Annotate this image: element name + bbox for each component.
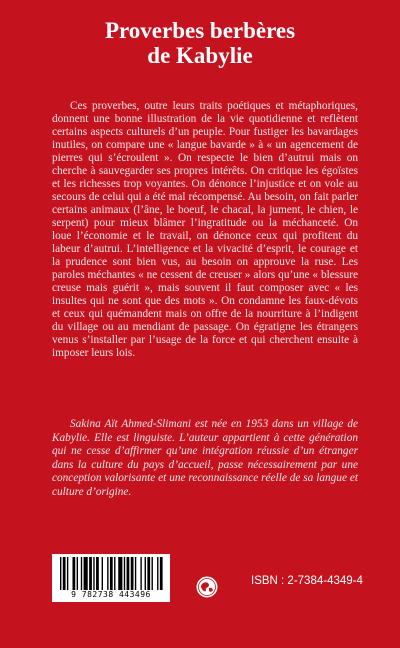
barcode [52,554,170,602]
author-bio-paragraph: Sakina Aït Ahmed-Slimani est née en 1953 dans un village de Kabylie. Elle est linguiste. L’auteur appartient à cette génération qui ne cesse d’affirmer qu’une intégration réussie d’un étranger dans la culture du pays d’accueil, passe nécessairement par une conception valorisante et une reconnaissance réelle de sa langue et culture d’origine. [52,418,358,498]
book-title [0,18,400,68]
barcode-number: 9 782738 443496 [71,590,151,599]
globe-logo-icon [196,576,218,598]
book-title-line2: de Kabylie [147,43,253,68]
barcode-bars [60,557,164,590]
isbn-label: ISBN : 2-7384-4349-4 [251,575,363,587]
book-title-line1: Proverbes berbères [104,18,296,43]
description-block [52,100,358,360]
author-bio-block [52,418,358,499]
description-paragraph: Ces proverbes, outre leurs traits poétiques et métaphoriques, donnent une bonne illustration de la vie quotidienne et reflètent certains aspects culturels d’un peuple. Pour fustiger les bavardages inutiles, on compare une « langue bavarde » à « un agencement de pierres qui s’écroulent ». On respecte le bien d’autrui mais on cherche à sauvegarder ses propres intérêts. On critique les égoïstes et les richesses trop voyantes. On dénonce l’injustice et on vole au secours de celui qui a été mal récompensé. Au besoin, on fait parler certains animaux (l’âne, le boeuf, le chacal, la jument, le chien, le serpent) pour mieux blâmer l’ingratitude ou la méchanceté. On loue l’économie et le travail, on dénonce ceux qui profitent du labeur d’autrui. L’intelligence et la vivacité d’esprit, le courage et la prudence sont bien vus, au besoin on approuve la ruse. Les paroles méchantes « ne cessent de creuser » alors qu’une « blessure creuse mais guérit », mais souvent il faut composer avec « les insultes qui ne sont que des mots ». On condamne les faux-dévots et ceux qui quémandent mais on offre de la nourriture à l’indigent du village ou au mendiant de passage. On égratigne les étrangers venus s’installer par l’usage de la force et qui cherchent ensuite à imposer leurs lois. [52,100,358,359]
